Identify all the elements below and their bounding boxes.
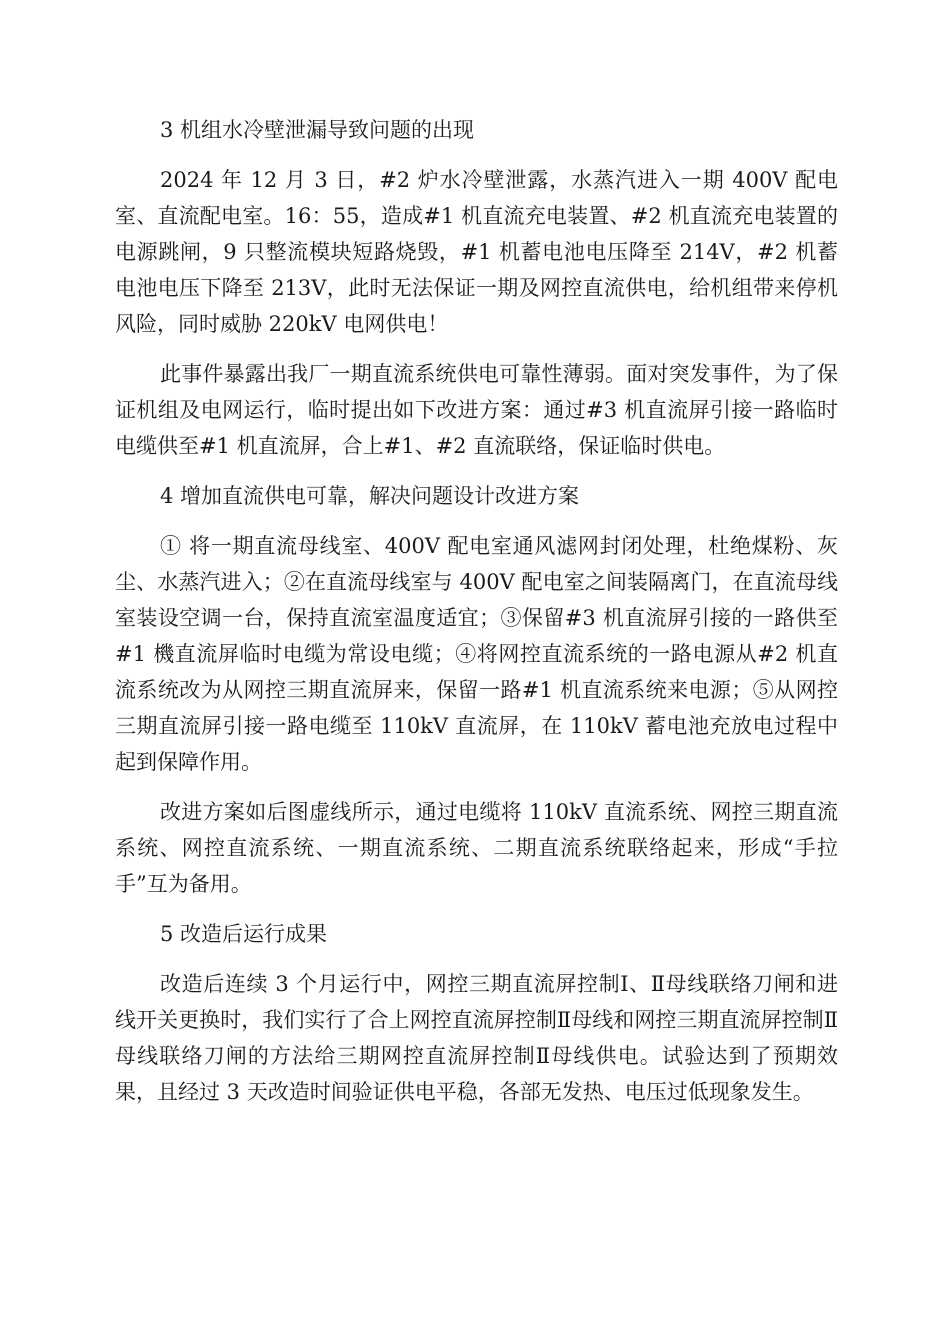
section-3-paragraph-2: 此事件暴露出我厂一期直流系统供电可靠性薄弱。面对突发事件，为了保证机组及电网运行，临时提出如下改进方案：通过#3 机直流屏引接一路临时电缆供至#1 机直流屏，合上#1、#2 直流联络，保证临时供电。 — [115, 362, 838, 458]
section-5-paragraph-1: 改造后连续 3 个月运行中，网控三期直流屏控制Ⅰ、Ⅱ母线联络刀闸和进线开关更换时，我们实行了合上网控直流屏控制Ⅱ母线和网控三期直流屏控制Ⅱ母线联络刀闸的方法给三期网控直流屏控制Ⅱ母线供电。试验达到了预期效果，且经过 3 天改造时间验证供电平稳，各部无发热、电压过低现象发生。 — [115, 972, 838, 1104]
section-3-heading: 3 机组水冷壁泄漏导致问题的出现 — [160, 118, 475, 142]
section-5-heading: 5 改造后运行成果 — [160, 922, 328, 946]
section-4-heading: 4 增加直流供电可靠，解决问题设计改进方案 — [160, 484, 580, 508]
section-4-paragraph-1: ① 将一期直流母线室、400V 配电室通风滤网封闭处理，杜绝煤粉、灰尘、水蒸汽进入；②在直流母线室与 400V 配电室之间装隔离门，在直流母线室装设空调一台，保持直流室温度适宜；③保留#3 机直流屏引接的一路供至#1 機直流屏临时电缆为常设电缆；④将网控直流系统的一路电源从#2 机直流系统改为从网控三期直流屏来，保留一路#1 机直流系统来电源；⑤从网控三期直流屏引接一路电缆至 110kV 直流屏，在 110kV 蓄电池充放电过程中起到保障作用。 — [115, 534, 838, 774]
document-page — [115, 112, 838, 1124]
section-4-paragraph-2: 改进方案如后图虚线所示，通过电缆将 110kV 直流系统、网控三期直流系统、网控直流系统、一期直流系统、二期直流系统联络起来，形成“手拉手”互为备用。 — [115, 800, 838, 896]
section-3-paragraph-1: 2024 年 12 月 3 日，#2 炉水冷壁泄露，水蒸汽进入一期 400V 配电室、直流配电室。16：55，造成#1 机直流充电装置、#2 机直流充电装置的电源跳闸，9 只整流模块短路烧毁，#1 机蓄电池电压降至 214V，#2 机蓄电池电压下降至 213V，此时无法保证一期及网控直流供电，给机组带来停机风险，同时威胁 220kV 电网供电！ — [115, 168, 838, 336]
